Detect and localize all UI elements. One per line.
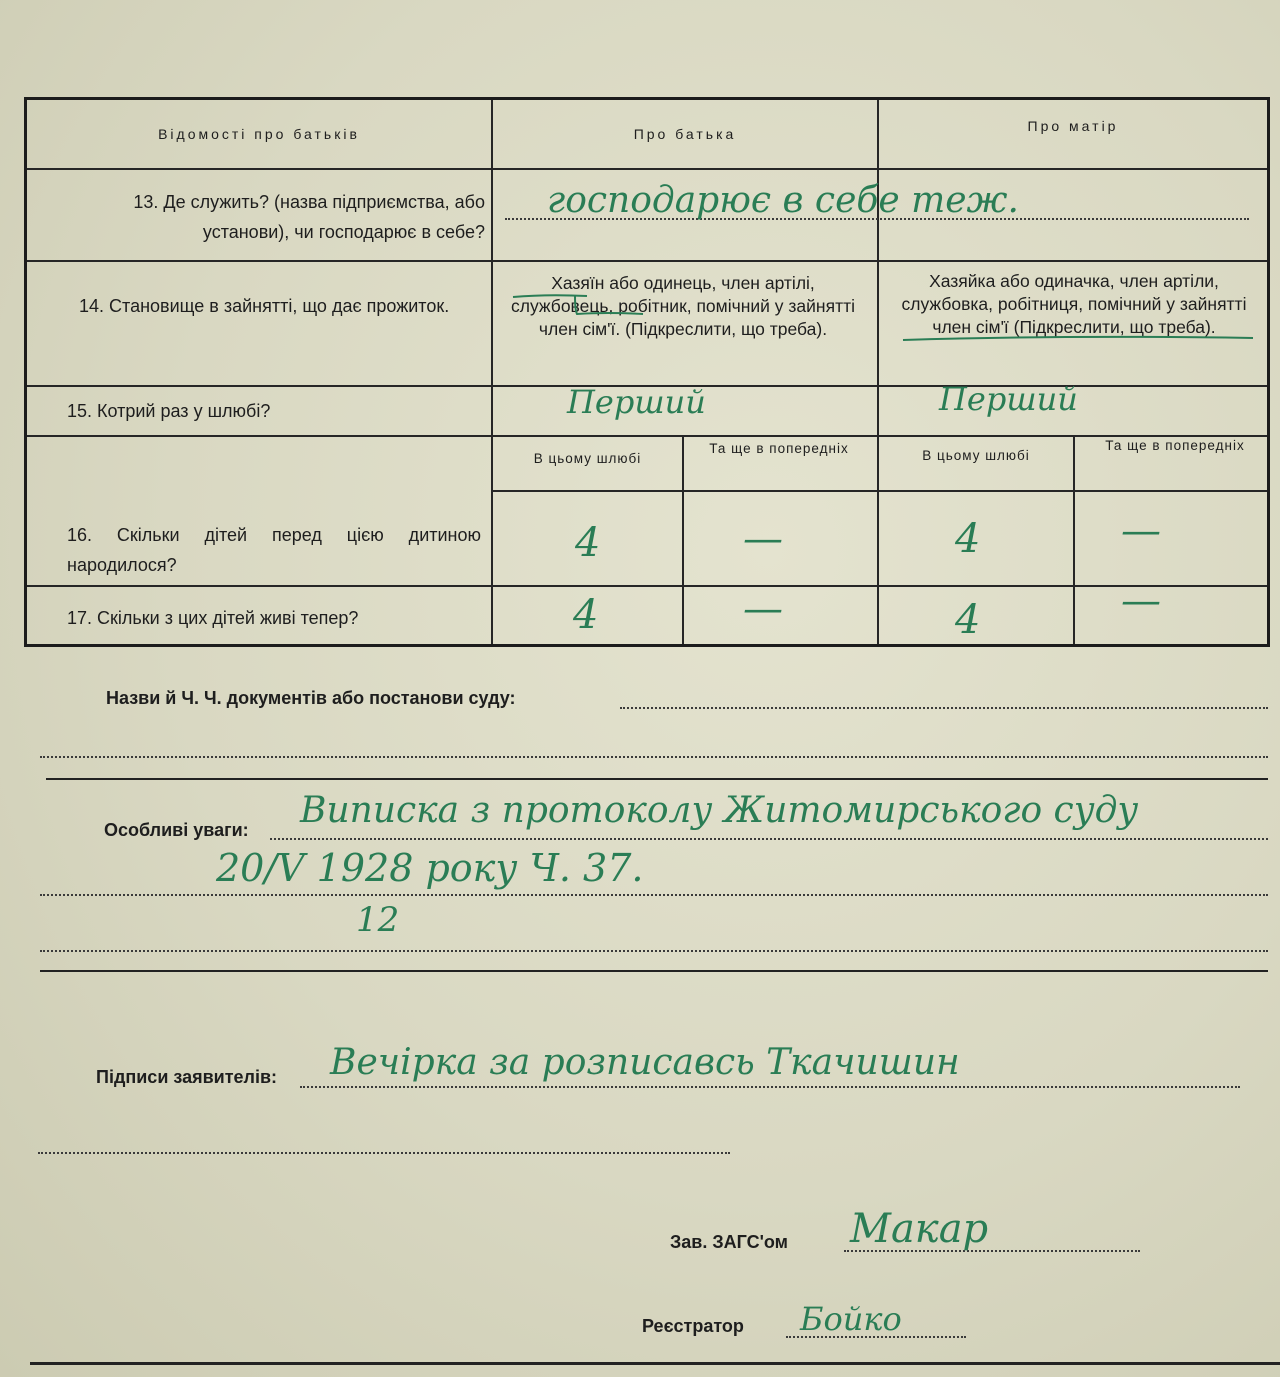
q13-answer: господарює в себе теж.	[547, 180, 1019, 221]
underline-mark	[903, 337, 1253, 340]
q17-label: 17. Скільки з цих дітей живі тепер?	[67, 608, 359, 628]
applicants-signatures-label: Підписи заявителів:	[96, 1067, 278, 1087]
notes-text-1: Виписка з протоколу Житомирського суду	[300, 790, 1139, 831]
zags-head-signature: Макар	[850, 1206, 989, 1252]
q14-label: 14. Становище в зайнятті, що дає прожиток.	[79, 296, 450, 316]
section-rule	[46, 778, 1268, 780]
q13-label: 13. Де служить? (назва підприємства, або установи), чи господарює в себе?	[133, 192, 485, 242]
subhead-mother-prev: Та ще в попередніх	[1105, 438, 1245, 453]
header-mother: Про матір	[1027, 118, 1119, 134]
notes-text-3: 12	[356, 900, 400, 940]
bottom-rule	[30, 1362, 1280, 1365]
notes-label: Особливі уваги:	[104, 820, 249, 840]
q17-father-this: 4	[573, 592, 599, 638]
q17-mother-this: 4	[955, 597, 981, 643]
q16-mother-prev: —	[1121, 508, 1161, 554]
documents-label: Назви й Ч. Ч. документів або постанови суду:	[106, 688, 516, 708]
q16-label: 16. Скільки дітей перед цією дитиною народилося?	[67, 525, 481, 575]
q17-mother-prev: —	[1121, 578, 1161, 624]
documents-line	[620, 707, 1268, 709]
signatures-line-2	[38, 1152, 730, 1154]
section-rule	[40, 970, 1268, 972]
applicants-signatures: Вечірка за розписавсь Ткачишин	[330, 1042, 960, 1083]
q15-mother: Перший	[939, 380, 1078, 418]
documents-line-2	[40, 756, 1268, 758]
notes-text-2: 20/V 1928 року Ч. 37.	[216, 846, 644, 890]
underline-mark	[575, 296, 643, 314]
q15-label: 15. Котрий раз у шлюбі?	[67, 401, 271, 421]
q14-father-options: Хазяїн або одинець, член артілі, службовець, робітник, помічний у зайнятті член сім'ї. (Підкреслити, що треба).	[510, 273, 855, 339]
notes-line-1	[270, 838, 1268, 840]
q15-father: Перший	[567, 383, 706, 421]
q16-father-this: 4	[575, 520, 601, 566]
parents-info-table	[24, 97, 1270, 647]
registrar-label: Реєстратор	[642, 1316, 744, 1336]
q16-mother-this: 4	[955, 516, 981, 562]
zags-head-label: Зав. ЗАГС'ом	[670, 1232, 788, 1252]
q16-father-prev: —	[743, 516, 783, 562]
header-father: Про батька	[633, 126, 737, 142]
subhead-father-prev: Та ще в попередніх	[709, 441, 849, 456]
q14-mother-options: Хазяйка або одиначка, член артіли, службовка, робітниця, помічний у зайнятті член сім'ї (Підкреслити, що треба).	[901, 271, 1247, 337]
notes-line-2	[40, 894, 1268, 896]
subhead-mother-this: В цьому шлюбі	[922, 448, 1030, 463]
header-parents-info: Відомості про батьків	[158, 126, 360, 142]
registrar-signature: Бойко	[800, 1300, 902, 1338]
subhead-father-this: В цьому шлюбі	[533, 451, 642, 466]
q17-father-prev: —	[743, 586, 783, 632]
signatures-line-1	[300, 1086, 1240, 1088]
notes-line-3	[40, 950, 1268, 952]
